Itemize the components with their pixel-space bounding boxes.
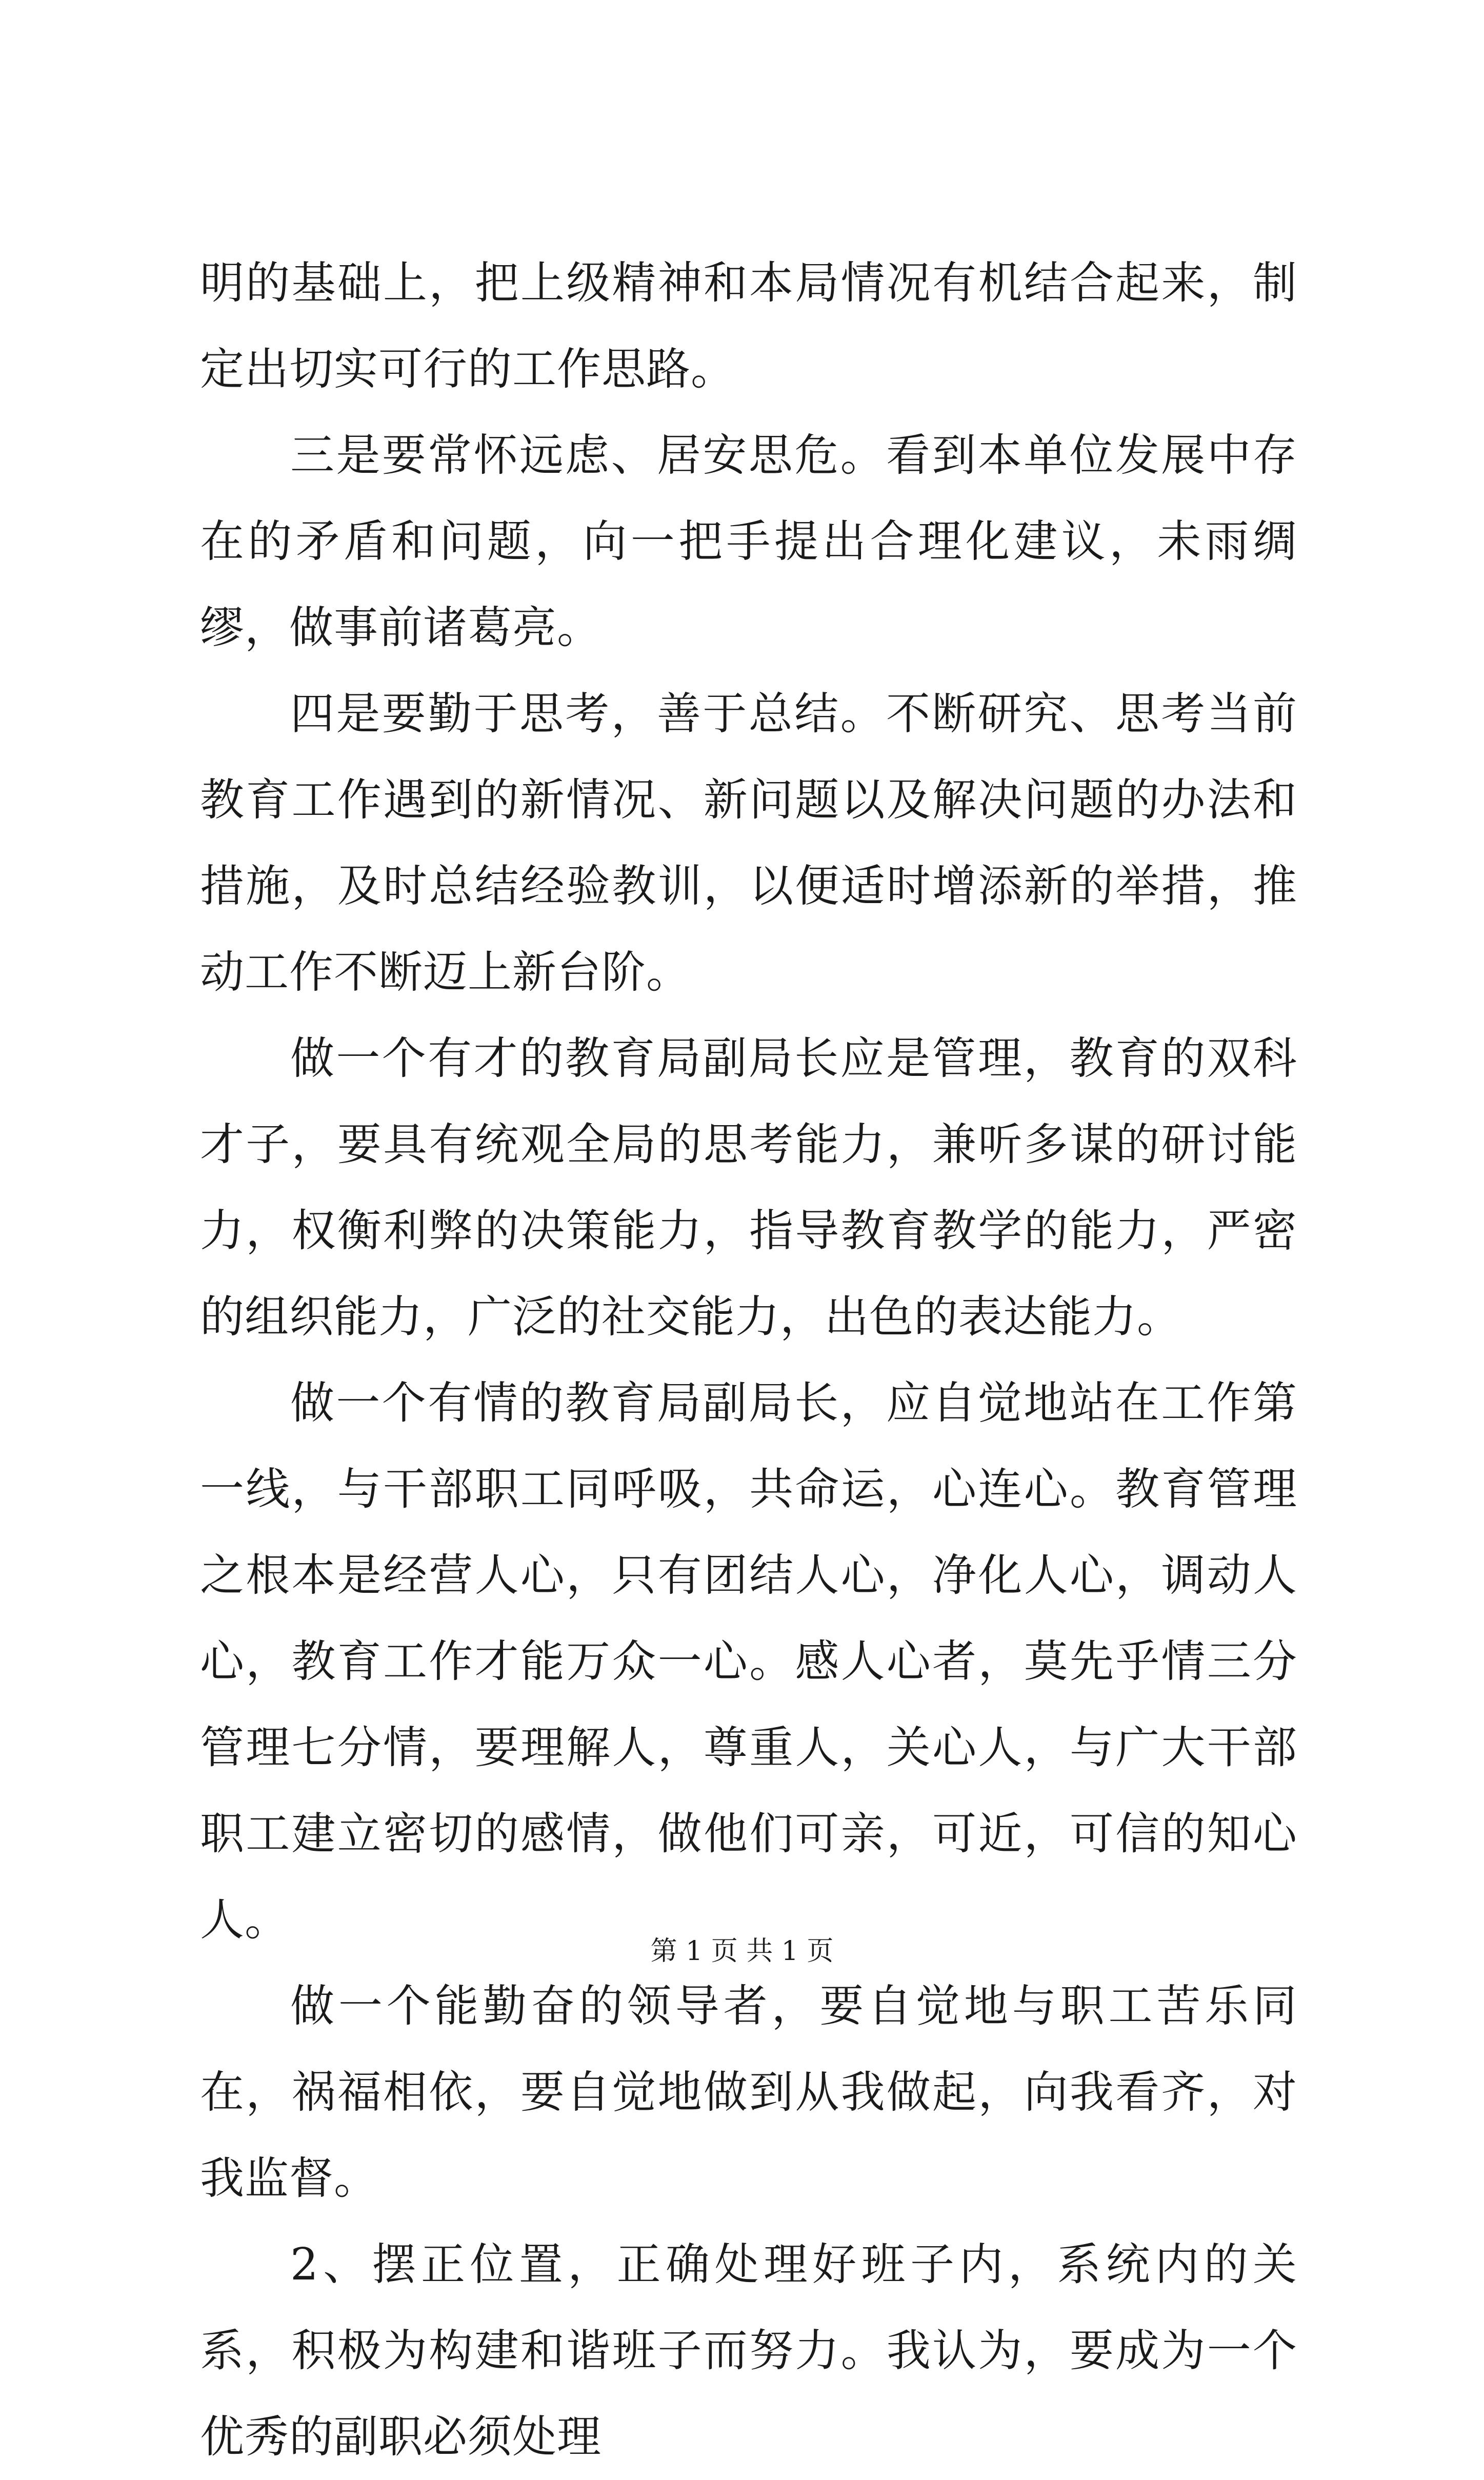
paragraph-3: 四是要勤于思考，善于总结。不断研究、思考当前教育工作遇到的新情况、新问题以及解决问题的办法和措施，及时总结经验教训，以便适时增添新的举措，推动工作不断迈上新台阶。 xyxy=(200,688,1297,998)
paragraph-2: 三是要常怀远虑、居安思危。看到本单位发展中存在的矛盾和问题，向一把手提出合理化建议，未雨绸缪，做事前诸葛亮。 xyxy=(200,430,1297,653)
paragraph-7: 2、摆正位置，正确处理好班子内，系统内的关系，积极为构建和谐班子而努力。我认为，要成为一个优秀的副职必须处理 xyxy=(200,2239,1297,2463)
page-footer xyxy=(0,1933,1484,1969)
paragraph-4: 做一个有才的教育局副局长应是管理，教育的双科才子，要具有统观全局的思考能力，兼听多谋的研讨能力，权衡利弊的决策能力，指导教育教学的能力，严密的组织能力，广泛的社交能力，出色的表达能力。 xyxy=(200,1033,1297,1343)
paragraph-1: 明的基础上，把上级精神和本局情况有机结合起来，制定出切实可行的工作思路。 xyxy=(200,257,1297,395)
document-body xyxy=(200,240,1297,2480)
page-number-label: 第 1 页 共 1 页 xyxy=(650,1936,834,1967)
paragraph-6: 做一个能勤奋的领导者，要自觉地与职工苦乐同在，祸福相依，要自觉地做到从我做起，向我看齐，对我监督。 xyxy=(200,1981,1297,2204)
paragraph-5: 做一个有情的教育局副局长，应自觉地站在工作第一线，与干部职工同呼吸，共命运，心连心。教育管理之根本是经营人心，只有团结人心，净化人心，调动人心，教育工作才能万众一心。感人心者，莫先乎情三分管理七分情，要理解人，尊重人，关心人，与广大干部职工建立密切的感情，做他们可亲，可近，可信的知心人。 xyxy=(200,1377,1297,1946)
